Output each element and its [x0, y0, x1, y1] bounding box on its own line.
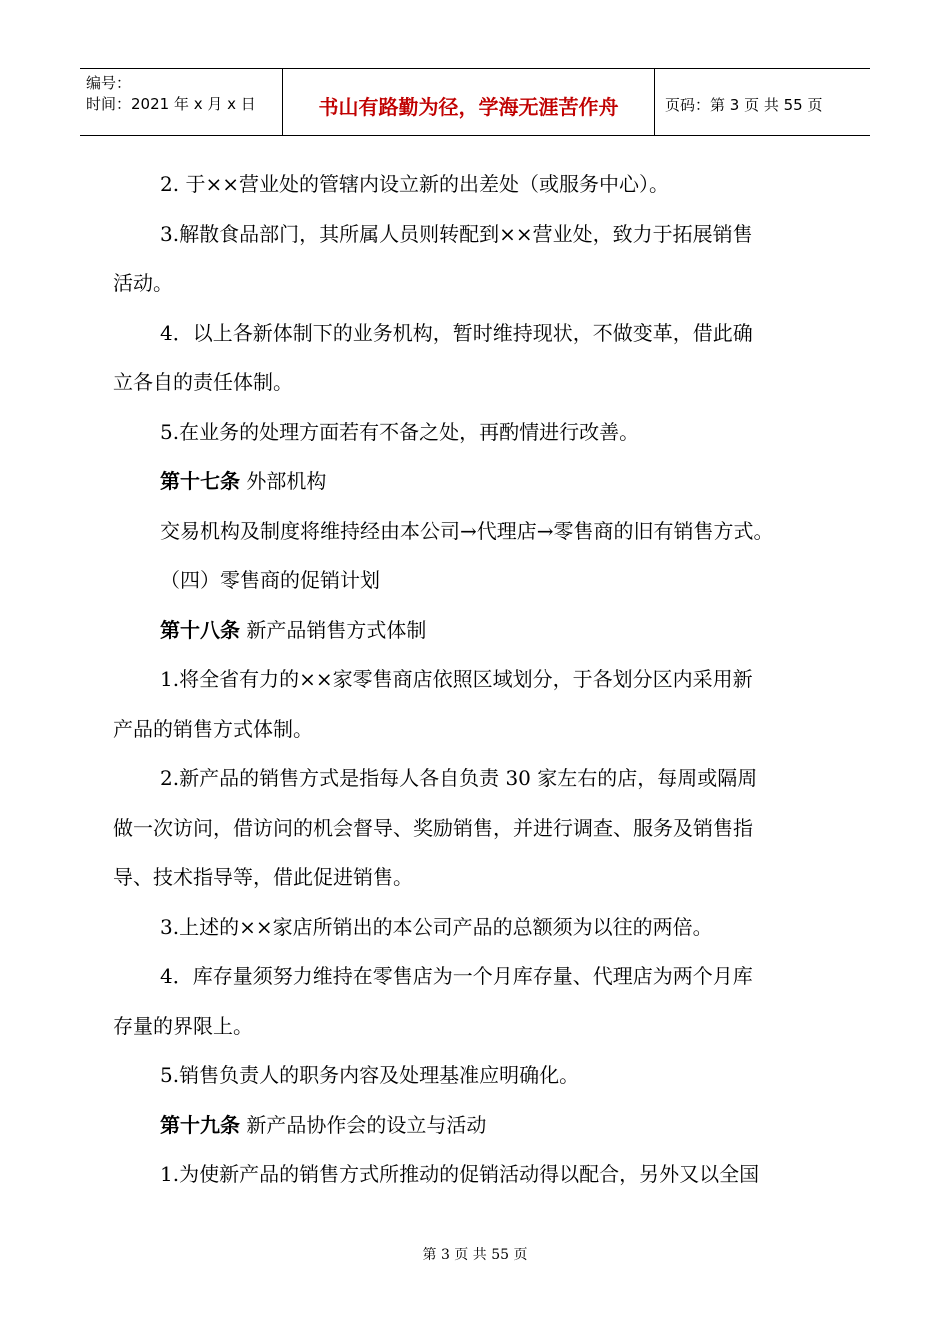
- article-number: 第十八条: [160, 617, 240, 642]
- paragraph-line: [113, 1150, 843, 1200]
- paragraph-text: 4．库存量须努力维持在零售店为一个月库存量、代理店为两个月库: [160, 964, 753, 988]
- article-heading: [113, 1101, 843, 1151]
- header-meta: [80, 69, 283, 135]
- header-motto: 书山有路勤为径，学海无涯苦作舟: [283, 69, 655, 135]
- paragraph-text: 新产品销售方式体制: [240, 617, 427, 642]
- paragraph-text: 活动。: [113, 271, 173, 295]
- paragraph-text: 存量的界限上。: [113, 1013, 253, 1038]
- document-body: [113, 160, 843, 1200]
- paragraph-text: 产品的销售方式体制。: [113, 716, 313, 741]
- paragraph-text: 3.解散食品部门，其所属人员则转配到××营业处，致力于拓展销售: [160, 221, 753, 246]
- paragraph-line: [113, 507, 843, 557]
- paragraph-text: 外部机构: [240, 469, 327, 493]
- paragraph-line: [113, 259, 843, 309]
- number-label: 编号：: [86, 74, 132, 92]
- paragraph-line: [113, 1051, 843, 1101]
- paragraph-line: [113, 160, 843, 210]
- paragraph-text: 1.将全省有力的××家零售商店依照区域划分，于各划分区内采用新: [160, 667, 753, 691]
- paragraph-line: [113, 952, 843, 1002]
- paragraph-line: [113, 754, 843, 804]
- paragraph-line: [113, 903, 843, 953]
- paragraph-line: [113, 853, 843, 903]
- article-number: 第十七条: [160, 469, 240, 493]
- paragraph-text: 2.新产品的销售方式是指每人各自负责 30 家左右的店，每周或隔周: [160, 766, 758, 790]
- paragraph-line: [113, 1002, 843, 1052]
- article-number: 第十九条: [160, 1112, 240, 1137]
- paragraph-line: [113, 556, 843, 606]
- paragraph-text: 4．以上各新体制下的业务机构，暂时维持现状，不做变革，借此确: [160, 320, 753, 345]
- paragraph-text: 新产品协作会的设立与活动: [240, 1112, 487, 1137]
- page-header: [80, 68, 870, 136]
- paragraph-text: 导、技术指导等，借此促进销售。: [113, 865, 413, 889]
- header-page-info: 页码：第 3 页 共 55 页: [665, 95, 823, 114]
- paragraph-line: [113, 358, 843, 408]
- paragraph-text: 做一次访问，借访问的机会督导、奖励销售，并进行调查、服务及销售指: [113, 815, 753, 840]
- paragraph-text: 3.上述的××家店所销出的本公司产品的总额须为以往的两倍。: [160, 914, 713, 939]
- paragraph-line: [113, 705, 843, 755]
- time-label: 时间：2021 年 x 月 x 日: [86, 95, 256, 113]
- paragraph-line: [113, 408, 843, 458]
- paragraph-line: [113, 210, 843, 260]
- paragraph-text: 交易机构及制度将维持经由本公司→代理店→零售商的旧有销售方式。: [160, 518, 774, 543]
- paragraph-text: 1.为使新产品的销售方式所推动的促销活动得以配合，另外又以全国: [160, 1162, 760, 1186]
- paragraph-text: 5.在业务的处理方面若有不备之处，再酌情进行改善。: [160, 419, 640, 444]
- paragraph-line: [113, 309, 843, 359]
- paragraph-text: 立各自的责任体制。: [113, 370, 293, 394]
- article-heading: [113, 457, 843, 507]
- paragraph-line: [113, 655, 843, 705]
- paragraph-text: 2. 于××营业处的管辖内设立新的出差处（或服务中心）。: [160, 172, 669, 196]
- article-heading: [113, 606, 843, 656]
- paragraph-line: [113, 804, 843, 854]
- paragraph-text: （四）零售商的促销计划: [160, 568, 380, 592]
- page-footer: 第 3 页 共 55 页: [422, 1247, 528, 1263]
- paragraph-text: 5.销售负责人的职务内容及处理基准应明确化。: [160, 1063, 580, 1087]
